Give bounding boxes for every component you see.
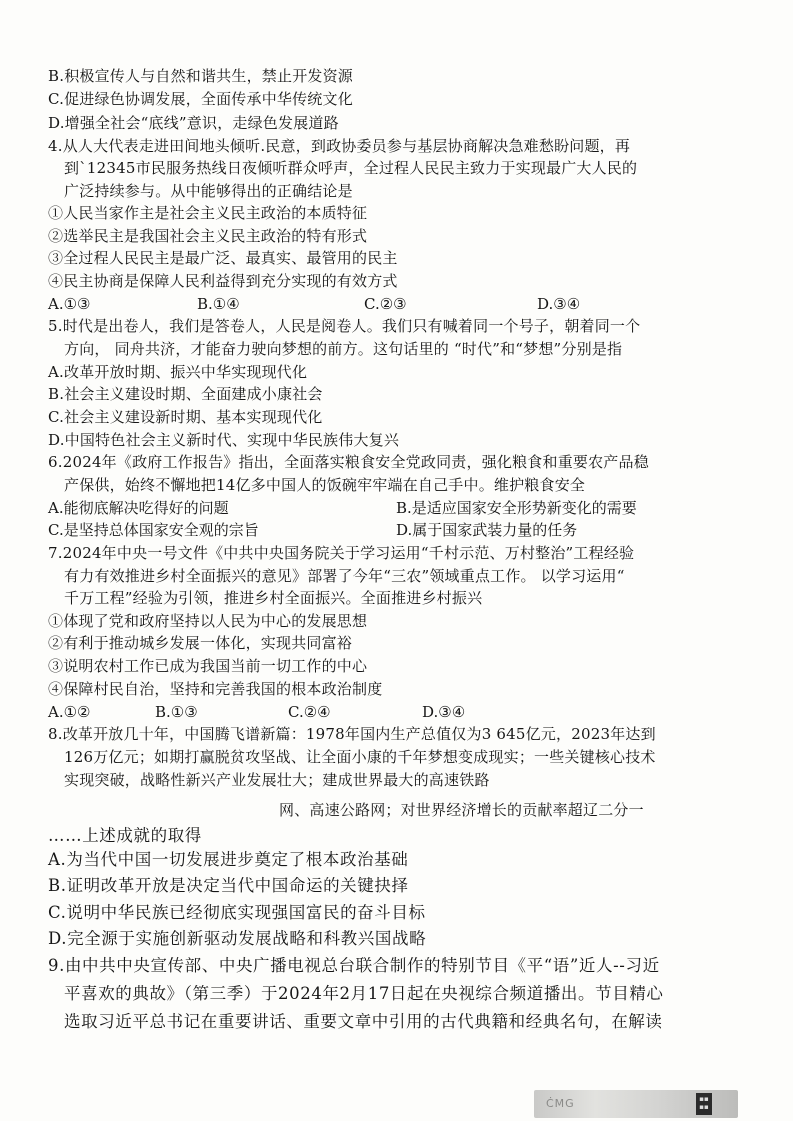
q5-stem: 5.时代是出卷人，我们是答卷人，人民是阅卷人。我们只有喊着同一个号子，朝着同一个 <box>48 317 641 335</box>
q6-stem-cont: 产保供，始终不懈地把14亿多中国人的饭碗牢牢端在自己手中。维护粮食安全 <box>64 476 586 494</box>
q8-option-c: C.说明中华民族已经彻底实现强国富民的奋斗目标 <box>48 903 426 922</box>
q4-option-b: B.①④ <box>197 295 240 313</box>
q3-option-d: D.增强全社会“底线”意识，走绿色发展道路 <box>48 114 339 132</box>
q6-stem: 6.2024年《政府工作报告》指出，全面落实粮食安全党政同责，强化粮食和重要农产品稳 <box>48 453 649 471</box>
q6-option-c: C.是坚持总体国家安全观的宗旨 <box>48 521 259 539</box>
q8-option-d: D.完全源于实施创新驱动发展战略和科教兴国战略 <box>48 929 427 948</box>
q6-option-b: B.是适应国家安全形势新变化的需要 <box>396 499 637 517</box>
seal-icon: ▪▪ ▪▪ <box>696 1093 712 1115</box>
q4-stem: 4.从人大代表走进田间地头倾听.民意，到政协委员参与基层协商解决急难愁盼问题，再 <box>48 137 631 155</box>
q8-stem-cont: 网、高速公路网；对世界经济增长的贡献率超辽二分一 <box>279 801 644 819</box>
q4-option-d: D.③④ <box>537 295 581 313</box>
q8-stem-cont: 126万亿元；如期打赢脱贫攻坚战、让全面小康的千年梦想变成现实；一些关键核心技术 <box>64 748 656 766</box>
q4-statement: ④民主协商是保障人民利益得到充分实现的有效方式 <box>48 272 398 290</box>
q7-statement: ①体现了党和政府坚持以人民为中心的发展思想 <box>48 612 368 630</box>
q8-option-a: A.为当代中国一切发展进步奠定了根本政治基础 <box>48 850 409 869</box>
q5-stem-cont: 方向， 同舟共济，才能奋力驶向梦想的前方。这句话里的 “时代”和“梦想”分别是指 <box>64 340 623 358</box>
q7-statement: ②有利于推动城乡发展一体化，实现共同富裕 <box>48 634 353 652</box>
q8-stem-cont: 实现突破，战略性新兴产业发展壮大；建成世界最大的高速铁路 <box>64 771 490 789</box>
q7-option-a: A.①② <box>48 703 91 721</box>
q7-statement: ③说明农村工作已成为我国当前一切工作的中心 <box>48 657 368 675</box>
q9-stem-cont: 平喜欢的典故》（第三季）于2024年2月17日起在央视综合频道播出。节目精心 <box>64 984 664 1003</box>
q4-statement: ②选举民主是我国社会主义民主政治的特有形式 <box>48 227 368 245</box>
q4-statement: ①人民当家作主是社会主义民主政治的本质特征 <box>48 204 368 222</box>
q3-option-b: B.积极宣传人与自然和谐共生，禁止开发资源 <box>48 67 353 85</box>
q7-option-b: B.①③ <box>155 703 198 721</box>
q8-stem: 8.改革开放几十年，中国腾飞谱新篇：1978年国内生产总值仅为3 645亿元，2023年达到 <box>48 725 656 743</box>
q5-option-d: D.中国特色社会主义新时代、实现中华民族伟大复兴 <box>48 431 400 449</box>
q4-option-a: A.①③ <box>48 295 91 313</box>
q9-stem-cont: 选取习近平总书记在重要讲话、重要文章中引用的古代典籍和经典名句，在解读 <box>64 1012 663 1031</box>
q7-stem-cont: 有力有效推进乡村全面振兴的意见》部署了今年“三农”领域重点工作。 以学习运用“ <box>64 567 625 585</box>
q6-option-a: A.能彻底解决吃得好的问题 <box>48 499 229 517</box>
q7-option-c: C.②④ <box>288 703 331 721</box>
q7-option-d: D.③④ <box>422 703 466 721</box>
q6-option-d: D.属于国家武装力量的任务 <box>396 521 578 539</box>
q4-stem-cont: 广泛持续参与。从中能够得出的正确结论是 <box>64 182 353 200</box>
q7-stem: 7.2024年中央一号文件《中共中央国务院关于学习运用“千村示范、万村整治”工程经验 <box>48 544 635 562</box>
q9-stem: 9.由中共中央宣传部、中央广播电视总台联合制作的特别节目《平“语”近人--习近 <box>48 956 660 975</box>
q7-stem-cont: 千万工程”经验为引领，推进乡村全面振兴。全面推进乡村振兴 <box>64 589 483 607</box>
q8-stem-end: ……上述成就的取得 <box>48 826 202 845</box>
q7-statement: ④保障村民自治，坚持和完善我国的根本政治制度 <box>48 680 383 698</box>
watermark-logo: ĊMG <box>546 1097 575 1110</box>
q4-stem-cont: 到`12345市民服务热线日夜倾听群众呼声，全过程人民民主致力于实现最广大人民的 <box>64 159 638 177</box>
scan-watermark-stamp <box>534 1090 738 1118</box>
q5-option-c: C.社会主义建设新时期、基本实现现代化 <box>48 408 323 426</box>
q8-option-b: B.证明改革开放是决定当代中国命运的关键抉择 <box>48 876 409 895</box>
q5-option-a: A.改革开放时期、振兴中华实现现代化 <box>48 363 308 381</box>
q5-option-b: B.社会主义建设时期、全面建成小康社会 <box>48 385 323 403</box>
q4-option-c: C.②③ <box>364 295 407 313</box>
q3-option-c: C.促进绿色协调发展，全面传承中华传统文化 <box>48 90 353 108</box>
q4-statement: ③全过程人民民主是最广泛、最真实、最管用的民主 <box>48 249 398 267</box>
